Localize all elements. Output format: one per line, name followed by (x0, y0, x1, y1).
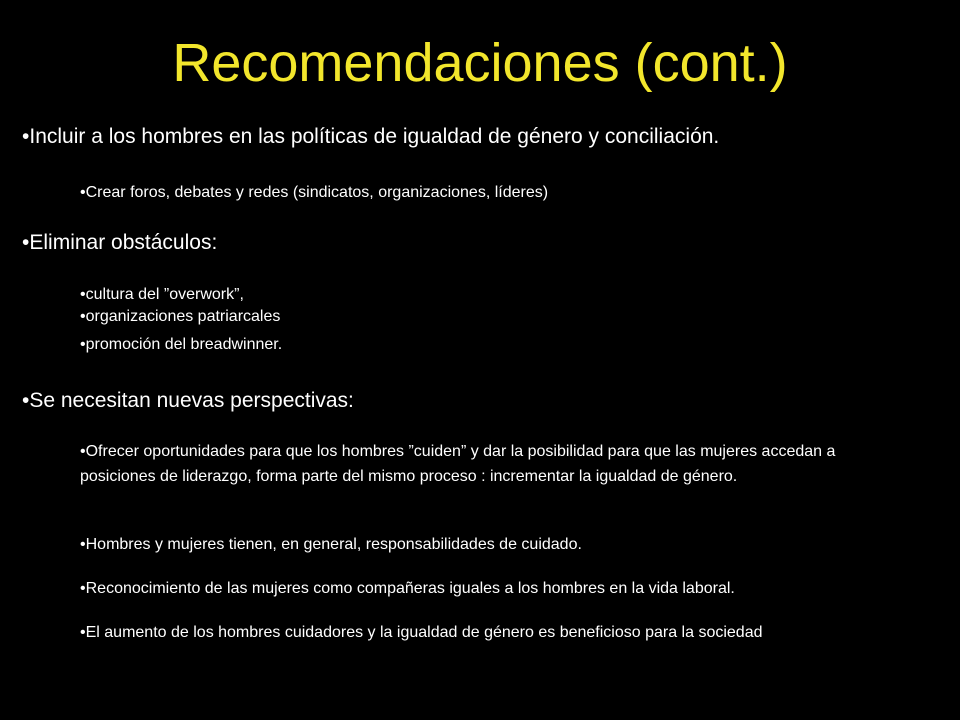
bullet-icon: • (80, 443, 86, 460)
bullet-text: Eliminar obstáculos: (29, 231, 218, 254)
bullet-text: Se necesitan nuevas perspectivas: (29, 389, 354, 412)
bullet-text: Incluir a los hombres en las políticas de igualdad de género y conciliación. (29, 125, 720, 148)
bullet-text: promoción del breadwinner. (85, 336, 283, 353)
slide-title: Recomendaciones (cont.) (172, 33, 788, 93)
bullet-icon: • (80, 624, 86, 641)
bullet-point-level2 (80, 532, 582, 557)
bullet-text: Reconocimiento de las mujeres como compañeras iguales a los hombres en la vida laboral. (85, 580, 735, 597)
bullet-text: Ofrecer oportunidades para que los hombres ”cuiden” y dar la posibilidad para que las mujeres accedan a posiciones de liderazgo, forma parte del mismo proceso : incrementar la igualdad de género. (80, 443, 836, 485)
bullet-point-level2 (80, 304, 280, 329)
bullet-point-level2 (80, 332, 282, 357)
bullet-text: cultura del ”overwork”, (85, 286, 244, 303)
bullet-icon: • (80, 286, 86, 303)
bullet-text: Hombres y mujeres tienen, en general, responsabilidades de cuidado. (85, 536, 582, 553)
bullet-point-level2 (80, 439, 880, 489)
bullet-point-level1 (22, 124, 719, 150)
bullet-point-level2 (80, 180, 548, 205)
bullet-point-level1 (22, 388, 354, 414)
bullet-icon: • (80, 336, 86, 353)
bullet-text: Crear foros, debates y redes (sindicatos, organizaciones, líderes) (85, 184, 549, 201)
bullet-point-level2 (80, 576, 735, 601)
bullet-icon: • (80, 580, 86, 597)
bullet-icon: • (22, 389, 30, 412)
bullet-icon: • (22, 231, 30, 254)
bullet-icon: • (22, 125, 30, 148)
bullet-point-level1 (22, 230, 217, 256)
bullet-icon: • (80, 536, 86, 553)
bullet-icon: • (80, 184, 86, 201)
bullet-icon: • (80, 308, 86, 325)
bullet-point-level2 (80, 620, 763, 645)
bullet-text: organizaciones patriarcales (85, 308, 281, 325)
bullet-text: El aumento de los hombres cuidadores y la igualdad de género es beneficioso para la sociedad (85, 624, 763, 641)
